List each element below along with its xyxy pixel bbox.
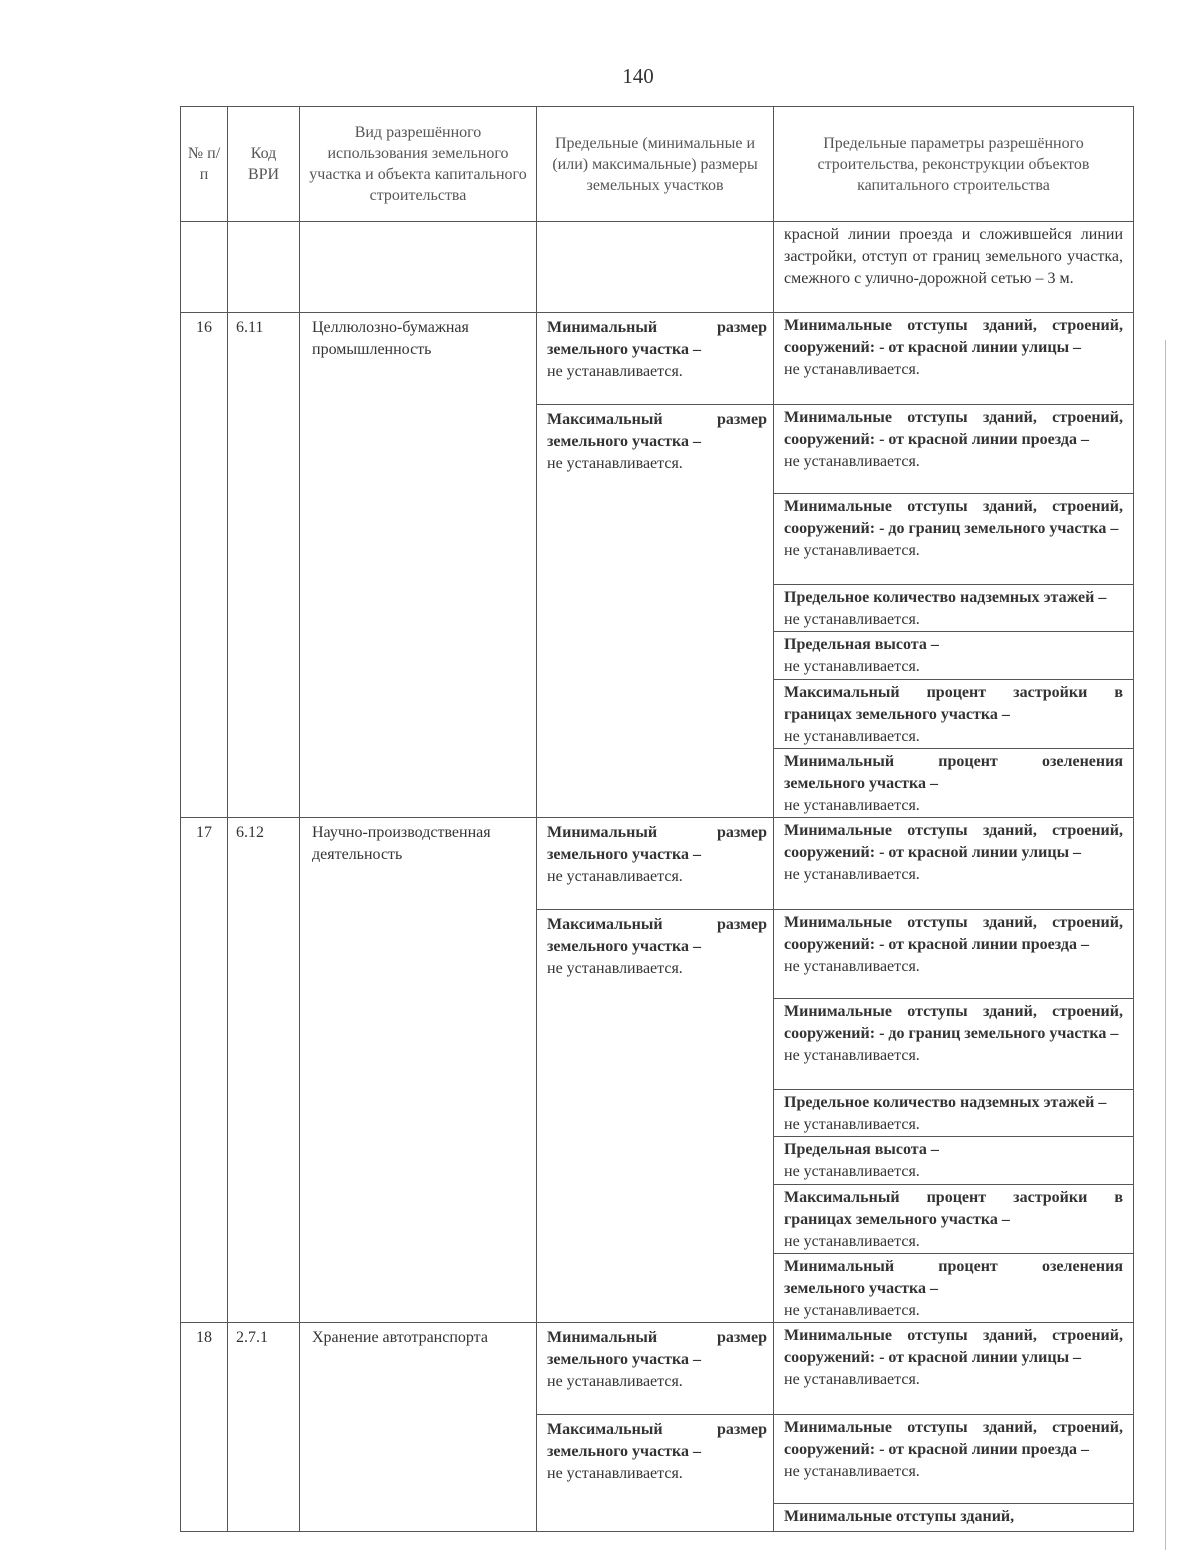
row-number: 16 bbox=[181, 313, 228, 818]
param-cell bbox=[774, 1137, 1134, 1185]
min-size-cell bbox=[537, 1323, 774, 1415]
param-cell bbox=[774, 405, 1134, 494]
param-line: - от красной линии улицы – bbox=[879, 1349, 1082, 1366]
param-value: не устанавливается. bbox=[784, 958, 920, 975]
param-value: не устанавливается. bbox=[784, 797, 920, 814]
param-cell bbox=[774, 910, 1134, 999]
table-body bbox=[181, 222, 1134, 1532]
continuation-params-cell: красной линии проезда и сложившейся линии застройки, отступ от границ земельного участка, смежного с улично-дорожной сетью – 3 м. bbox=[774, 222, 1134, 313]
continuation-row bbox=[181, 222, 1134, 313]
param-line: - от красной линии улицы – bbox=[879, 844, 1082, 861]
cell-num bbox=[181, 222, 228, 313]
param-title: Предельное количество надземных этажей – bbox=[784, 1094, 1107, 1111]
param-value: не устанавливается. bbox=[784, 728, 920, 745]
param-title: Минимальные отступы зданий, строений, сооружений: bbox=[784, 1327, 1123, 1366]
param-title: Минимальные отступы зданий, строений, сооружений: bbox=[784, 914, 1123, 953]
param-value: не устанавливается. bbox=[784, 1233, 920, 1250]
row-code: 6.12 bbox=[228, 818, 300, 1323]
header-vri: Вид разрешённого использования земельного участка и объекта капитального строительства bbox=[300, 107, 537, 222]
param-cell bbox=[774, 818, 1134, 910]
param-line: - от красной линии проезда – bbox=[879, 431, 1089, 448]
cell-vri bbox=[300, 222, 537, 313]
min-size-value: не устанавливается. bbox=[547, 1373, 683, 1390]
row-vri: Научно-производственная деятельность bbox=[300, 818, 537, 1323]
max-size-value: не устанавливается. bbox=[547, 455, 683, 472]
page-number: 140 bbox=[622, 64, 654, 88]
param-cell bbox=[774, 313, 1134, 405]
table-row bbox=[181, 1323, 1134, 1415]
cell-sizes bbox=[537, 222, 774, 313]
table-row bbox=[181, 818, 1134, 910]
param-cell bbox=[774, 1323, 1134, 1415]
row-number: 18 bbox=[181, 1323, 228, 1532]
max-size-title: Максимальный размер земельного участка – bbox=[547, 916, 767, 955]
header-row bbox=[181, 107, 1134, 222]
param-title: Минимальные отступы зданий, строений, сооружений: bbox=[784, 409, 1123, 448]
param-title: Предельное количество надземных этажей – bbox=[784, 589, 1107, 606]
param-title: Предельная высота – bbox=[784, 636, 939, 653]
param-line: - от красной линии проезда – bbox=[879, 1441, 1089, 1458]
param-value: не устанавливается. bbox=[784, 611, 920, 628]
min-size-value: не устанавливается. bbox=[547, 363, 683, 380]
param-cell bbox=[774, 632, 1134, 680]
param-value: не устанавливается. bbox=[784, 658, 920, 675]
row-vri: Хранение автотранспорта bbox=[300, 1323, 537, 1532]
param-title: Минимальные отступы зданий, строений, сооружений: bbox=[784, 498, 1123, 537]
min-size-cell bbox=[537, 313, 774, 405]
param-value: не устанавливается. bbox=[784, 1047, 920, 1064]
param-title: Минимальный процент озеленения земельного участка – bbox=[784, 753, 1123, 792]
row-number: 17 bbox=[181, 818, 228, 1323]
param-value: не устанавливается. bbox=[784, 542, 920, 559]
param-title: Минимальные отступы зданий, bbox=[784, 1508, 1015, 1525]
param-cell bbox=[774, 585, 1134, 632]
param-value: не устанавливается. bbox=[784, 1371, 920, 1388]
param-title: Минимальные отступы зданий, строений, сооружений: bbox=[784, 822, 1123, 861]
param-title: Минимальные отступы зданий, строений, сооружений: bbox=[784, 1419, 1123, 1458]
param-cell bbox=[774, 1415, 1134, 1504]
param-cell bbox=[774, 1185, 1134, 1254]
param-cell bbox=[774, 1090, 1134, 1137]
row-vri: Целлюлозно-бумажная промышленность bbox=[300, 313, 537, 818]
param-cell bbox=[774, 1254, 1134, 1323]
param-title: Предельная высота – bbox=[784, 1141, 939, 1158]
min-size-title: Минимальный размер земельного участка – bbox=[547, 824, 767, 863]
row-code: 2.7.1 bbox=[228, 1323, 300, 1532]
param-value: не устанавливается. bbox=[784, 1116, 920, 1133]
param-value: не устанавливается. bbox=[784, 453, 920, 470]
param-line: - до границ земельного участка – bbox=[879, 1025, 1119, 1042]
scan-margin-line bbox=[1165, 340, 1166, 1550]
header-code: Код ВРИ bbox=[228, 107, 300, 222]
param-cell bbox=[774, 680, 1134, 749]
min-size-title: Минимальный размер земельного участка – bbox=[547, 1329, 767, 1368]
header-sizes: Предельные (минимальные и (или) максимальные) размеры земельных участков bbox=[537, 107, 774, 222]
header-num: № п/п bbox=[181, 107, 228, 222]
param-title: Минимальный процент озеленения земельного участка – bbox=[784, 1258, 1123, 1297]
param-value: не устанавливается. bbox=[784, 1302, 920, 1319]
param-value: не устанавливается. bbox=[784, 1463, 920, 1480]
regulations-table bbox=[180, 106, 1134, 1532]
max-size-title: Максимальный размер земельного участка – bbox=[547, 1421, 767, 1460]
param-cell bbox=[774, 1504, 1134, 1532]
row-code: 6.11 bbox=[228, 313, 300, 818]
param-value: не устанавливается. bbox=[784, 1163, 920, 1180]
param-line: - до границ земельного участка – bbox=[879, 520, 1119, 537]
max-size-value: не устанавливается. bbox=[547, 960, 683, 977]
min-size-title: Минимальный размер земельного участка – bbox=[547, 319, 767, 358]
param-cell bbox=[774, 494, 1134, 585]
max-size-title: Максимальный размер земельного участка – bbox=[547, 411, 767, 450]
param-line: - от красной линии улицы – bbox=[879, 339, 1082, 356]
param-line: - от красной линии проезда – bbox=[879, 936, 1089, 953]
param-value: не устанавливается. bbox=[784, 361, 920, 378]
max-size-cell bbox=[537, 910, 774, 1323]
max-size-cell bbox=[537, 1415, 774, 1532]
param-value: не устанавливается. bbox=[784, 866, 920, 883]
min-size-value: не устанавливается. bbox=[547, 868, 683, 885]
header-params: Предельные параметры разрешённого строительства, реконструкции объектов капитального строительства bbox=[774, 107, 1134, 222]
param-title: Минимальные отступы зданий, строений, сооружений: bbox=[784, 1003, 1123, 1042]
param-title: Максимальный процент застройки в границах земельного участка – bbox=[784, 1189, 1123, 1228]
param-title: Минимальные отступы зданий, строений, сооружений: bbox=[784, 317, 1123, 356]
min-size-cell bbox=[537, 818, 774, 910]
param-title: Максимальный процент застройки в границах земельного участка – bbox=[784, 684, 1123, 723]
cell-code bbox=[228, 222, 300, 313]
table-row bbox=[181, 313, 1134, 405]
max-size-cell bbox=[537, 405, 774, 818]
param-cell bbox=[774, 999, 1134, 1090]
param-cell bbox=[774, 749, 1134, 818]
max-size-value: не устанавливается. bbox=[547, 1465, 683, 1482]
